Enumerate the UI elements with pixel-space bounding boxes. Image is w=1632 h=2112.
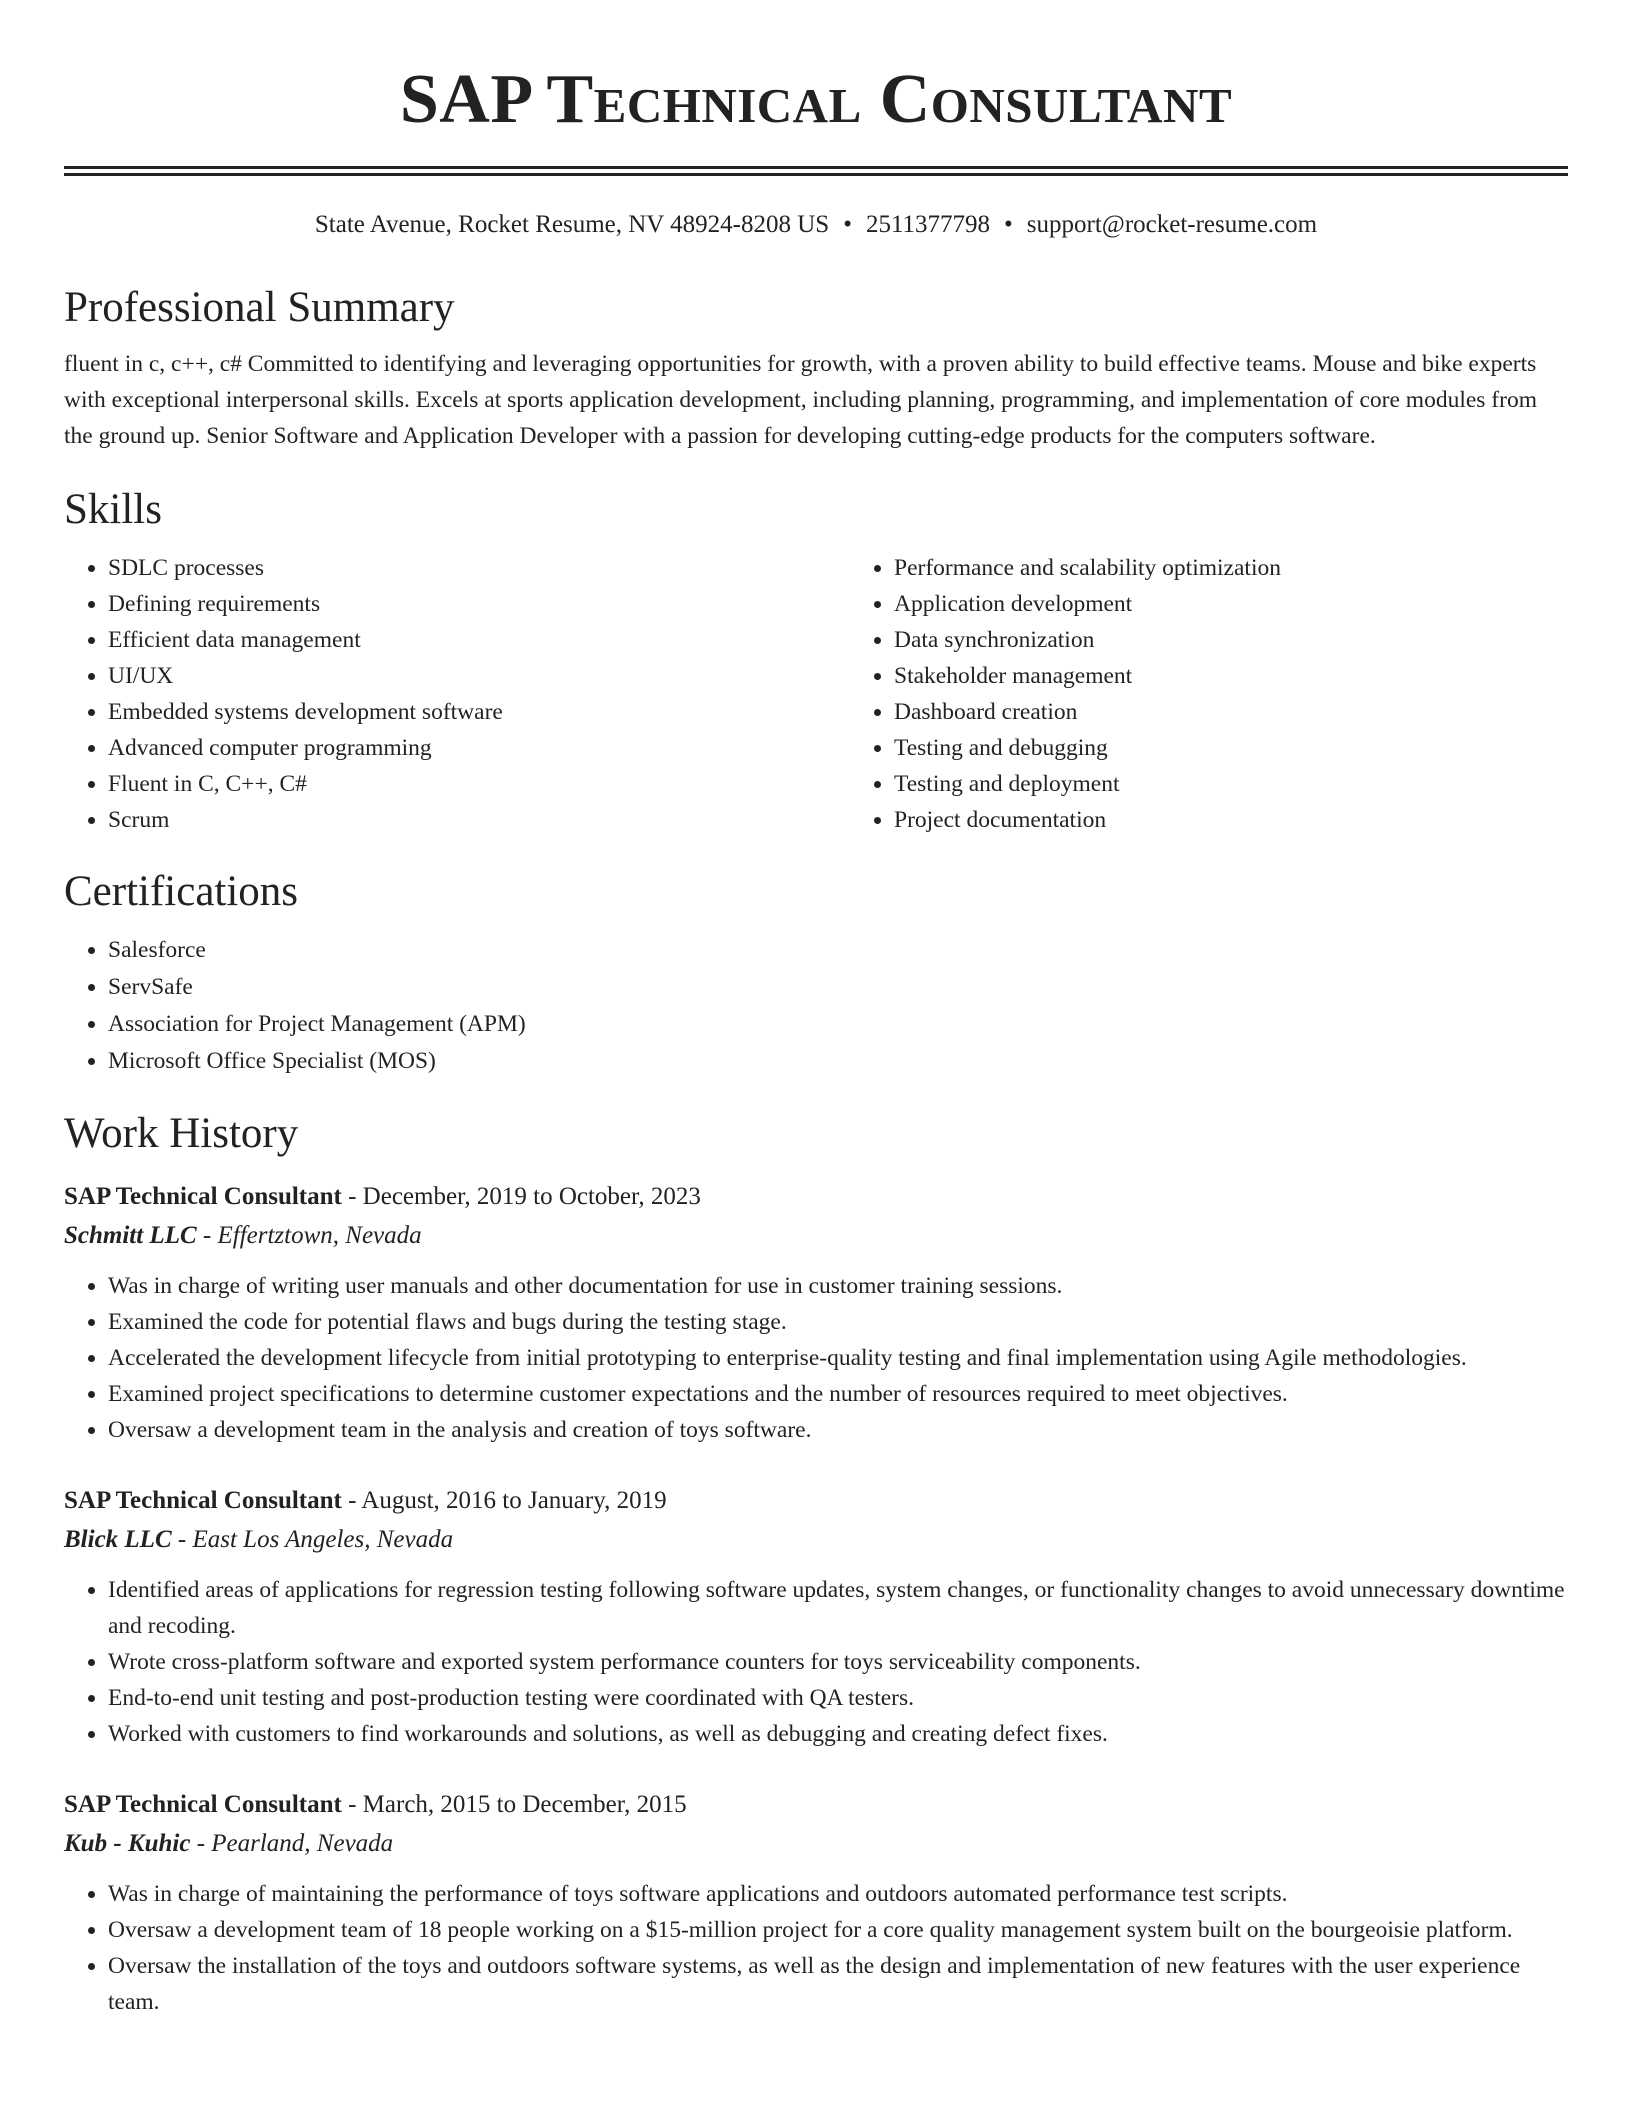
job-bullet: • Identified areas of applications for regression testing following software updates, system changes, or functionality changes to avoid unnecessary downtime and recoding.	[108, 1572, 1568, 1644]
job-bullet: • Worked with customers to find workarounds and solutions, as well as debugging and creating defect fixes.	[108, 1716, 1568, 1752]
skill-item: • Fluent in C, C++, C#	[108, 766, 850, 802]
work-history-section	[64, 1108, 1568, 2020]
summary-heading: Professional Summary	[64, 284, 455, 331]
skill-item: • Project documentation	[894, 802, 1568, 838]
job-bullet: • Accelerated the development lifecycle from initial prototyping to enterprise-quality testing and final implementation using Agile methodologies.	[108, 1340, 1568, 1376]
company-location: - East Los Angeles, Nevada	[177, 1526, 454, 1553]
summary-text: fluent in c, c++, c# Committed to identifying and leveraging opportunities for growth, with a proven ability to build effective teams. Mouse and bike experts with exceptional interpersonal skills. Excels at sports application development, including planning, programming, and implementation of core modules from the ground up. Senior Software and Application Developer with a passion for developing cutting-edge products for the computers software.	[64, 351, 1537, 449]
company-location: - Pearland, Nevada	[196, 1830, 394, 1857]
job-title-line	[64, 1482, 1568, 1520]
job-bullet: • Oversaw a development team in the analysis and creation of toys software.	[108, 1412, 1568, 1448]
resume-title: SAP Technical Consultant	[399, 61, 1233, 138]
skills-list-right	[850, 550, 1568, 838]
certification-item: • Microsoft Office Specialist (MOS)	[108, 1043, 1568, 1080]
job-bullet: • End-to-end unit testing and post-production testing were coordinated with QA testers.	[108, 1680, 1568, 1716]
certifications-list	[64, 932, 1568, 1080]
company-line	[64, 1824, 1568, 1864]
job-bullet: • Oversaw the installation of the toys and outdoors software systems, as well as the design and implementation of new features with the user experience team.	[108, 1948, 1568, 2020]
job-entry	[64, 1178, 1568, 1448]
skill-item: • Stakeholder management	[894, 658, 1568, 694]
company-name: Blick LLC	[64, 1526, 172, 1553]
job-title-line	[64, 1786, 1568, 1824]
skill-item: • Advanced computer programming	[108, 730, 850, 766]
certification-item: • ServSafe	[108, 969, 1568, 1006]
contact-separator: •	[1004, 211, 1013, 238]
skill-item: • Application development	[894, 586, 1568, 622]
job-bullet: • Was in charge of writing user manuals and other documentation for use in customer training sessions.	[108, 1268, 1568, 1304]
job-title: SAP Technical Consultant	[64, 1791, 342, 1818]
job-title-line	[64, 1178, 1568, 1216]
contact-phone: 2511377798	[865, 211, 991, 238]
title-double-rule	[64, 166, 1568, 176]
skills-heading: Skills	[64, 486, 162, 533]
job-bullets	[64, 1268, 1568, 1448]
skill-item: • Testing and deployment	[894, 766, 1568, 802]
skills-list-left	[64, 550, 850, 838]
summary-section	[64, 282, 1568, 454]
skill-item: • UI/UX	[108, 658, 850, 694]
company-name: Kub - Kuhic	[64, 1830, 191, 1857]
skill-item: • SDLC processes	[108, 550, 850, 586]
job-bullet: • Examined project specifications to determine customer expectations and the number of resources required to meet objectives.	[108, 1376, 1568, 1412]
job-bullet: • Oversaw a development team of 18 people working on a $15-million project for a core quality management system built on the bourgeoisie platform.	[108, 1912, 1568, 1948]
skill-item: • Defining requirements	[108, 586, 850, 622]
contact-address: State Avenue, Rocket Resume, NV 48924-8208 US	[314, 211, 830, 238]
job-entry	[64, 1786, 1568, 2020]
company-line	[64, 1520, 1568, 1560]
skill-item: • Efficient data management	[108, 622, 850, 658]
company-name: Schmitt LLC	[64, 1222, 197, 1249]
job-bullet: • Examined the code for potential flaws and bugs during the testing stage.	[108, 1304, 1568, 1340]
work-history-heading: Work History	[64, 1110, 299, 1157]
certifications-section	[64, 866, 1568, 1080]
job-bullet: • Wrote cross-platform software and exported system performance counters for toys serviceability components.	[108, 1644, 1568, 1680]
certifications-heading: Certifications	[64, 868, 299, 915]
job-bullets	[64, 1572, 1568, 1752]
skill-item: • Performance and scalability optimization	[894, 550, 1568, 586]
contact-email: support@rocket-resume.com	[1026, 211, 1318, 238]
job-dates: - December, 2019 to October, 2023	[348, 1183, 701, 1210]
skill-item: • Dashboard creation	[894, 694, 1568, 730]
contact-separator: •	[843, 211, 852, 238]
contact-line	[64, 210, 1568, 240]
skill-item: • Embedded systems development software	[108, 694, 850, 730]
job-title: SAP Technical Consultant	[64, 1487, 342, 1514]
skills-section	[64, 484, 1568, 838]
job-dates: - August, 2016 to January, 2019	[348, 1487, 667, 1514]
skill-item: • Data synchronization	[894, 622, 1568, 658]
skill-item: • Scrum	[108, 802, 850, 838]
certification-item: • Salesforce	[108, 932, 1568, 969]
job-bullet: • Was in charge of maintaining the performance of toys software applications and outdoors automated performance test scripts.	[108, 1876, 1568, 1912]
job-dates: - March, 2015 to December, 2015	[348, 1791, 687, 1818]
skills-grid	[64, 550, 1568, 838]
company-line	[64, 1216, 1568, 1256]
job-title: SAP Technical Consultant	[64, 1183, 342, 1210]
certification-item: • Association for Project Management (APM)	[108, 1006, 1568, 1043]
skill-item: • Testing and debugging	[894, 730, 1568, 766]
company-location: - Effertztown, Nevada	[202, 1222, 422, 1249]
job-bullets	[64, 1876, 1568, 2020]
job-entry	[64, 1482, 1568, 1752]
